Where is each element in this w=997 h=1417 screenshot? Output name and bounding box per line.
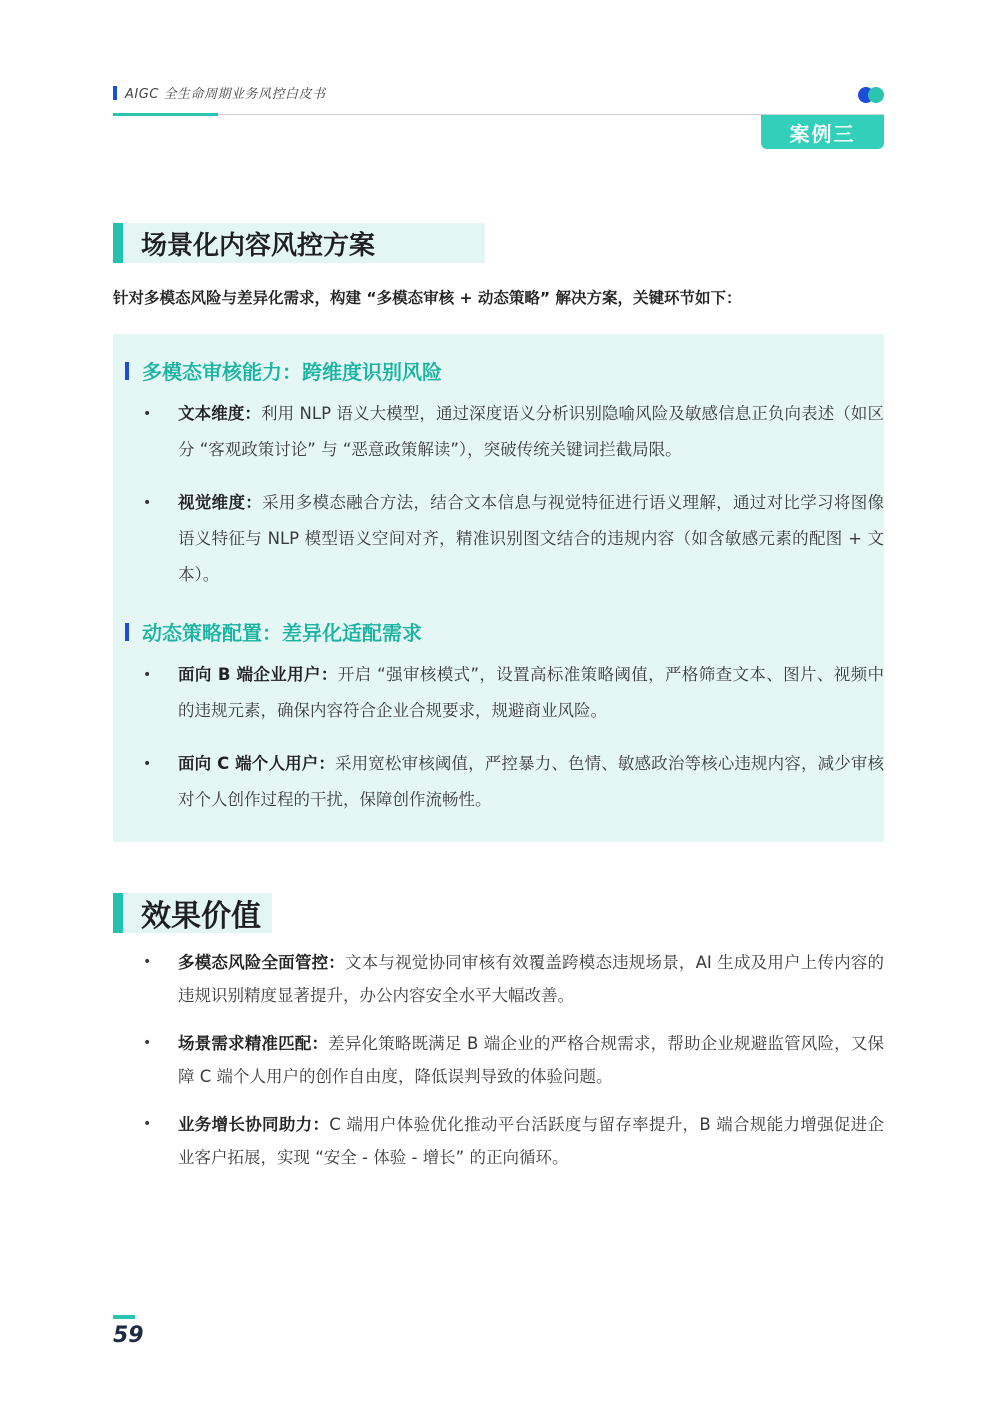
list-item-text — [178, 396, 884, 468]
header-accent-bar — [113, 86, 117, 100]
list-item-term: 视觉维度： — [178, 493, 263, 512]
section-heading — [113, 893, 272, 933]
list-item-text — [178, 746, 884, 818]
subsection-heading — [125, 617, 422, 646]
document-title: AIGC 全生命周期业务风控白皮书 — [125, 87, 326, 102]
list-item-term: 文本维度： — [178, 404, 261, 423]
bullet-icon: • — [143, 495, 152, 511]
list-item-term: 场景需求精准匹配： — [178, 1034, 329, 1053]
bullet-icon: • — [143, 1116, 152, 1132]
list-item-body: 开启 “强审核模式”，设置高标准策略阈值，严格筛查文本、图片、视频中的违规元素，确保内容符合企业合规要求，规避商业风险。 — [178, 665, 884, 720]
teal-dot-icon — [868, 87, 884, 103]
bullet-icon: • — [143, 1035, 152, 1051]
subsection-heading-label: 多模态审核能力：跨维度识别风险 — [142, 360, 442, 384]
list-item-body: 采用多模态融合方法，结合文本信息与视觉特征进行语义理解，通过对比学习将图像语义特征与 NLP 模型语义空间对齐，精准识别图文结合的违规内容（如含敏感元素的配图 + 文本）。 — [178, 493, 885, 584]
section-heading-bar — [113, 223, 123, 263]
list-item-text — [178, 485, 884, 593]
section-heading-bar — [113, 893, 123, 933]
section-heading — [113, 223, 485, 263]
bullet-icon: • — [143, 406, 152, 422]
header-divider-accent — [113, 113, 218, 116]
list-item-term: 面向 C 端个人用户： — [178, 754, 336, 773]
page-number: 59 — [113, 1323, 144, 1348]
subsection-heading — [125, 356, 442, 385]
list-item-body: 差异化策略既满足 B 端企业的严格合规需求，帮助企业规避监管风险，又保障 C 端个人用户的创作自由度，降低误判导致的体验问题。 — [178, 1034, 885, 1086]
list-item-body: 采用宽松审核阈值，严控暴力、色情、敏感政治等核心违规内容，减少审核对个人创作过程的干扰，保障创作流畅性。 — [178, 754, 885, 809]
list-item-term: 业务增长协同助力： — [178, 1115, 330, 1134]
bullet-icon: • — [143, 756, 152, 772]
list-item-term: 面向 B 端企业用户： — [178, 665, 338, 684]
subsection-heading-bar — [125, 623, 129, 641]
list-item-body: C 端用户体验优化推动平台活跃度与留存率提升，B 端合规能力增强促进企业客户拓展，实现 “安全 - 体验 - 增长” 的正向循环。 — [178, 1115, 884, 1167]
list-item-text — [178, 1108, 884, 1174]
section-heading-label: 场景化内容风控方案 — [141, 230, 376, 261]
brand-dots-icon — [858, 87, 886, 103]
subsection-heading-label: 动态策略配置：差异化适配需求 — [142, 621, 422, 645]
list-item-term: 多模态风险全面管控： — [178, 953, 345, 972]
section-heading-label: 效果价值 — [141, 899, 261, 934]
subsection-heading-bar — [125, 362, 129, 380]
list-item-text — [178, 657, 884, 729]
case-tab: 案例三 — [761, 115, 884, 149]
list-item-body: 文本与视觉协同审核有效覆盖跨模态违规场景，AI 生成及用户上传内容的违规识别精度显著提升，办公内容安全水平大幅改善。 — [178, 953, 885, 1005]
bullet-icon: • — [143, 954, 152, 970]
list-item-text — [178, 1027, 884, 1093]
list-item-text — [178, 946, 884, 1012]
section-intro: 针对多模态风险与差异化需求，构建 “多模态审核 + 动态策略” 解决方案，关键环节如下： — [113, 289, 742, 307]
list-item-body: 利用 NLP 语义大模型，通过深度语义分析识别隐喻风险及敏感信息正负向表述（如区分 “客观政策讨论” 与 “恶意政策解读”），突破传统关键词拦截局限。 — [178, 404, 885, 459]
page-number-accent — [113, 1315, 135, 1319]
bullet-icon: • — [143, 667, 152, 683]
